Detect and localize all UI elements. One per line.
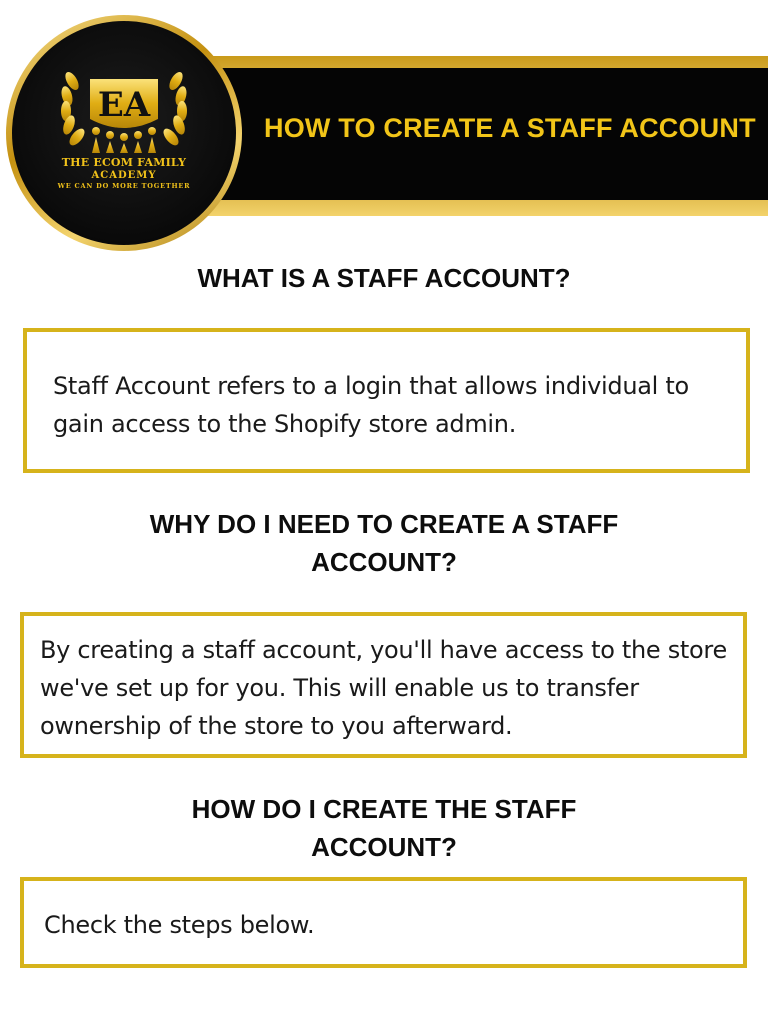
section-heading-why xyxy=(0,505,768,581)
logo-monogram: EA xyxy=(97,85,151,125)
heading-line: WHAT IS A STAFF ACCOUNT? xyxy=(197,263,571,293)
section-heading-how xyxy=(0,790,768,866)
body-line: Staff Account refers to a login that allows individual to xyxy=(53,372,689,400)
content-box-how xyxy=(20,877,747,968)
body-line: ownership of the store to you afterward. xyxy=(40,712,513,740)
content-box-why xyxy=(20,612,747,758)
heading-line: HOW DO I CREATE THE STAFF xyxy=(191,794,577,824)
body-line: gain access to the Shopify store admin. xyxy=(53,410,517,438)
heading-line: ACCOUNT? xyxy=(311,547,457,577)
academy-logo xyxy=(12,21,236,245)
heading-line: WHY DO I NEED TO CREATE A STAFF xyxy=(149,509,619,539)
body-line: we've set up for you. This will enable us to transfer xyxy=(40,674,639,702)
logo-line-1: THE ECOM FAMILY xyxy=(61,156,187,169)
laurel-crest-icon xyxy=(12,21,236,245)
heading-line: ACCOUNT? xyxy=(311,832,457,862)
logo-line-2: ACADEMY xyxy=(91,170,157,181)
body-line: By creating a staff account, you'll have access to the store xyxy=(40,636,727,664)
content-box-what xyxy=(23,328,750,473)
section-heading-what xyxy=(0,259,768,297)
body-line: Check the steps below. xyxy=(44,911,315,939)
page-title: HOW TO CREATE A STAFF ACCOUNT xyxy=(264,113,756,143)
logo-tagline: WE CAN DO MORE TOGETHER xyxy=(57,182,191,190)
